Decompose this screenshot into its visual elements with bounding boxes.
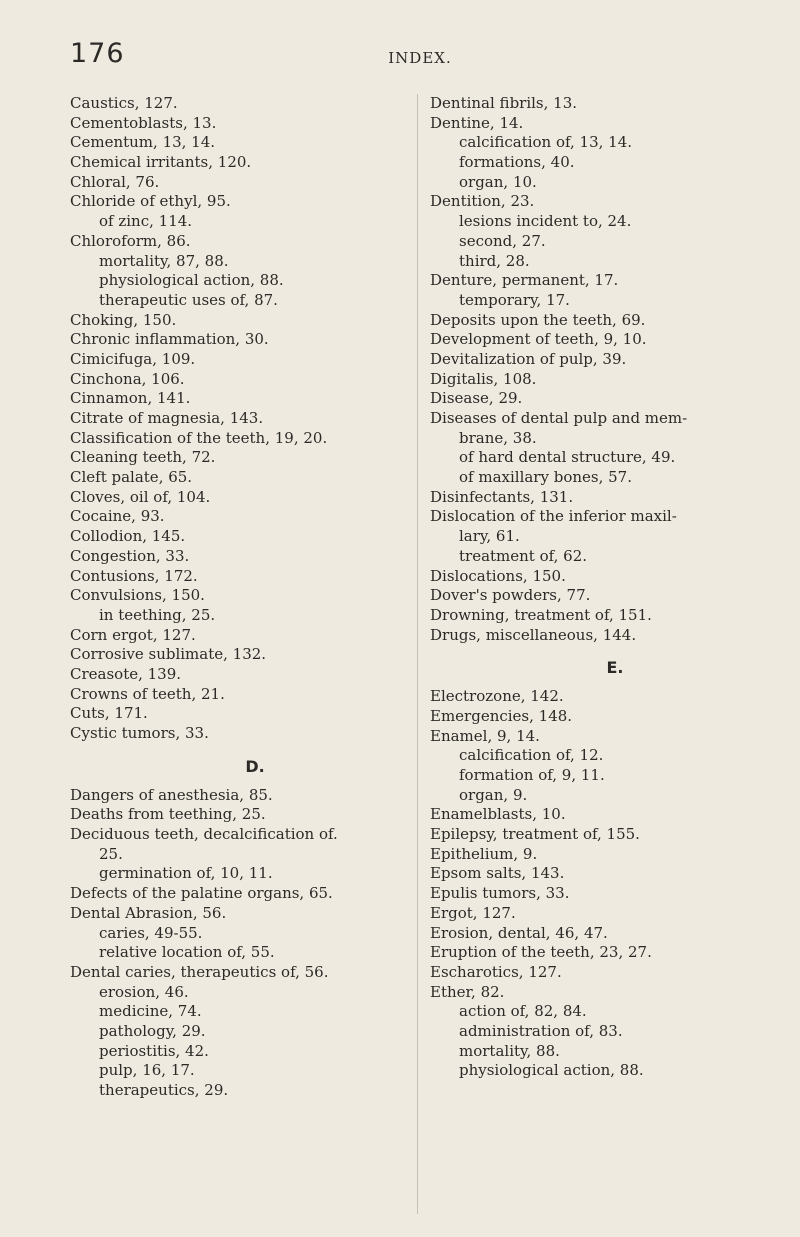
- index-subentry: therapeutic uses of, 87.: [99, 290, 278, 309]
- index-subentry: calcification of, 13, 14.: [459, 133, 633, 152]
- index-entry: Cementum, 13, 14.: [70, 133, 216, 152]
- index-entry: Denture, permanent, 17.: [430, 271, 619, 290]
- index-entry: Dover's powders, 77.: [430, 586, 591, 605]
- index-entry: Classification of the teeth, 19, 20.: [70, 428, 328, 447]
- index-entry: Drowning, treatment of, 151.: [430, 605, 652, 624]
- index-entry: Chronic inflammation, 30.: [70, 330, 269, 349]
- index-entry: Chloroform, 86.: [70, 231, 191, 250]
- index-entry: Enamelblasts, 10.: [430, 805, 566, 824]
- index-subentry: physiological action, 88.: [99, 271, 284, 290]
- index-entry: Dentinal fibrils, 13.: [430, 94, 578, 112]
- index-column-left: [70, 94, 410, 1101]
- index-entry: Deaths from teething, 25.: [70, 805, 266, 824]
- index-subentry: pulp, 16, 17.: [99, 1061, 195, 1080]
- section-letter-heading: E.: [606, 658, 624, 678]
- index-entry: Corrosive sublimate, 132.: [70, 645, 267, 664]
- index-subentry: temporary, 17.: [459, 290, 570, 309]
- index-entry: Cementoblasts, 13.: [70, 113, 217, 132]
- index-entry: Ergot, 127.: [430, 903, 516, 922]
- index-subentry: germination of, 10, 11.: [99, 864, 273, 883]
- index-entry: Collodion, 145.: [70, 527, 186, 546]
- index-entry: Electrozone, 142.: [430, 687, 564, 706]
- index-subentry: of maxillary bones, 57.: [459, 468, 632, 487]
- index-subentry: organ, 10.: [459, 172, 537, 191]
- index-entry: Epsom salts, 143.: [430, 864, 565, 883]
- section-letter-heading: D.: [245, 756, 265, 776]
- index-column-right: [430, 94, 780, 1081]
- index-entry: Erosion, dental, 46, 47.: [430, 923, 608, 942]
- index-entry: Cystic tumors, 33.: [70, 724, 209, 742]
- index-entry: Deposits upon the teeth, 69.: [430, 310, 646, 329]
- index-entry: Convulsions, 150.: [70, 586, 205, 605]
- index-subentry: formations, 40.: [459, 153, 575, 172]
- index-entry: Eruption of the teeth, 23, 27.: [430, 943, 652, 962]
- index-entry: Chloral, 76.: [70, 172, 160, 191]
- index-subentry: action of, 82, 84.: [459, 1002, 587, 1021]
- index-entry: Development of teeth, 9, 10.: [430, 330, 647, 349]
- index-entry: Digitalis, 108.: [430, 369, 537, 388]
- index-entry: Escharotics, 127.: [430, 962, 562, 981]
- index-entry: Contusions, 172.: [70, 566, 198, 585]
- index-subentry: organ, 9.: [459, 785, 528, 804]
- index-subentry: calcification of, 12.: [459, 746, 604, 765]
- index-subentry: relative location of, 55.: [99, 943, 275, 962]
- index-subentry: physiological action, 88.: [459, 1061, 644, 1080]
- index-subentry: mortality, 88.: [459, 1041, 560, 1060]
- index-subentry: erosion, 46.: [99, 982, 189, 1001]
- index-subentry: pathology, 29.: [99, 1021, 206, 1040]
- index-subentry: treatment of, 62.: [459, 546, 588, 565]
- index-entry: Epithelium, 9.: [430, 844, 538, 863]
- index-entry: Cocaine, 93.: [70, 507, 165, 526]
- index-entry: Dental Abrasion, 56.: [70, 903, 227, 922]
- index-entry: Devitalization of pulp, 39.: [430, 349, 627, 368]
- index-entry: Epilepsy, treatment of, 155.: [430, 825, 640, 844]
- page-number: 176: [70, 38, 125, 69]
- index-entry: Dislocation of the inferior maxil-: [430, 507, 677, 526]
- index-subentry: second, 27.: [459, 231, 546, 250]
- index-entry-continuation: 25.: [99, 844, 123, 863]
- index-entry: Epulis tumors, 33.: [430, 884, 570, 903]
- index-entry: Cinchona, 106.: [70, 369, 185, 388]
- index-entry: Defects of the palatine organs, 65.: [70, 884, 333, 903]
- index-entry: Enamel, 9, 14.: [430, 726, 540, 745]
- index-subentry: in teething, 25.: [99, 605, 216, 624]
- index-entry: Choking, 150.: [70, 310, 177, 329]
- index-subentry: lesions incident to, 24.: [459, 212, 632, 231]
- index-subentry: third, 28.: [459, 251, 530, 270]
- index-entry: Drugs, miscellaneous, 144.: [430, 625, 637, 644]
- index-entry: Dentine, 14.: [430, 113, 524, 132]
- index-entry-continuation: brane, 38.: [459, 428, 537, 447]
- index-subentry: mortality, 87, 88.: [99, 251, 229, 270]
- index-entry: Dangers of anesthesia, 85.: [70, 785, 273, 804]
- index-subentry: administration of, 83.: [459, 1021, 623, 1040]
- index-entry: Citrate of magnesia, 143.: [70, 409, 264, 427]
- index-entry: Dentition, 23.: [430, 192, 535, 211]
- index-entry: Chloride of ethyl, 95.: [70, 192, 231, 211]
- index-entry: Cloves, oil of, 104.: [70, 487, 211, 506]
- index-entry: Chemical irritants, 120.: [70, 153, 252, 172]
- index-entry: Cinnamon, 141.: [70, 389, 191, 408]
- index-subentry: formation of, 9, 11.: [459, 766, 605, 784]
- index-entry: Caustics, 127.: [70, 94, 178, 112]
- column-divider: [417, 94, 418, 1214]
- index-entry: Emergencies, 148.: [430, 706, 573, 725]
- index-entry: Crowns of teeth, 21.: [70, 684, 225, 703]
- index-entry: Cimicifuga, 109.: [70, 349, 196, 368]
- index-entry: Disease, 29.: [430, 389, 523, 408]
- index-entry: Cleaning teeth, 72.: [70, 448, 216, 467]
- index-entry: Congestion, 33.: [70, 546, 190, 565]
- index-entry: Dental caries, therapeutics of, 56.: [70, 962, 329, 981]
- index-entry: Cleft palate, 65.: [70, 468, 193, 487]
- index-subentry: medicine, 74.: [99, 1002, 202, 1021]
- index-subentry: of hard dental structure, 49.: [459, 448, 676, 467]
- index-subentry: therapeutics, 29.: [99, 1081, 229, 1099]
- page-header: [70, 38, 770, 78]
- index-entry: Disinfectants, 131.: [430, 487, 574, 506]
- index-entry: Creasote, 139.: [70, 664, 182, 683]
- running-head-title: INDEX.: [388, 49, 452, 67]
- index-entry: Diseases of dental pulp and mem-: [430, 409, 688, 427]
- index-subentry: caries, 49-55.: [99, 923, 203, 942]
- index-entry: Dislocations, 150.: [430, 566, 566, 585]
- index-subentry: periostitis, 42.: [99, 1041, 209, 1060]
- index-entry-continuation: lary, 61.: [459, 527, 520, 546]
- index-subentry: of zinc, 114.: [99, 212, 193, 231]
- index-entry: Cuts, 171.: [70, 704, 148, 723]
- index-entry: Corn ergot, 127.: [70, 625, 196, 644]
- index-entry: Deciduous teeth, decalcification of.: [70, 825, 338, 844]
- index-entry: Ether, 82.: [430, 982, 505, 1001]
